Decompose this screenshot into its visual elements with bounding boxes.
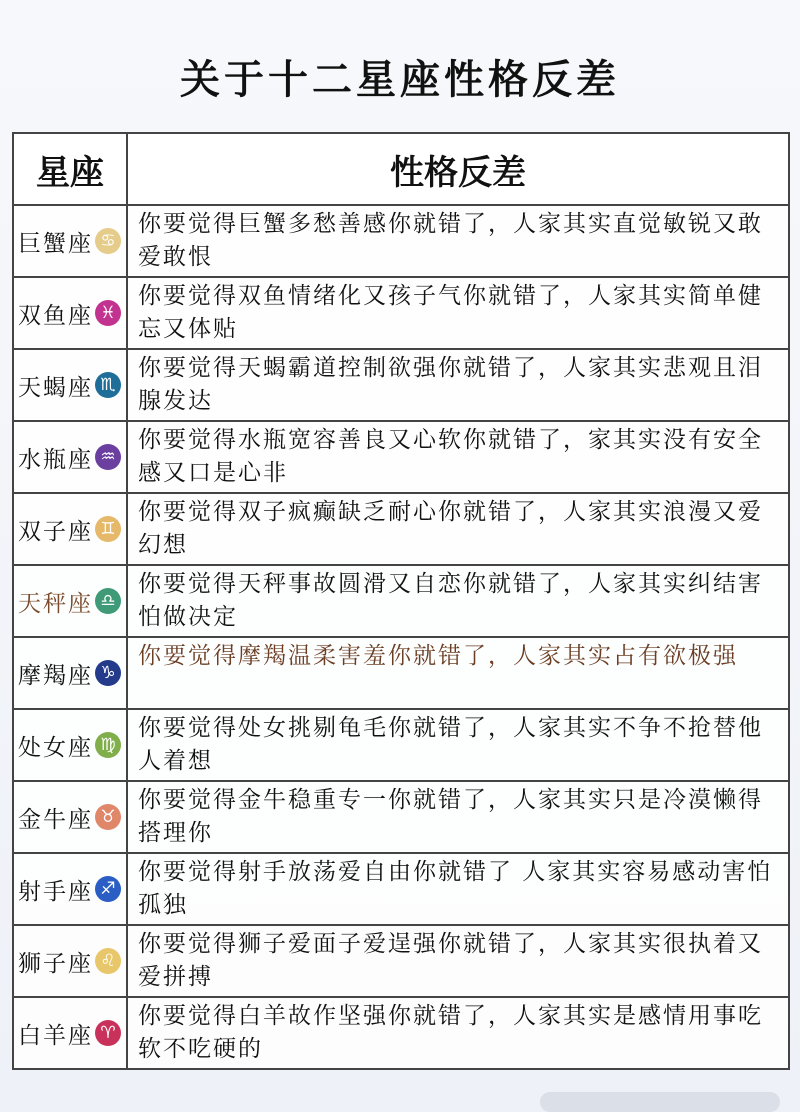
zodiac-table: [12, 132, 790, 1070]
sign-cell: [13, 997, 127, 1069]
trait-text: 你要觉得巨蟹多愁善感你就错了，人家其实直觉敏锐又敢爱敢恨: [138, 211, 763, 270]
sign-cell: [13, 277, 127, 349]
sign-name: 白羊座: [18, 1022, 93, 1049]
trait-text: 你要觉得摩羯温柔害羞你就错了，人家其实占有欲极强: [138, 643, 738, 669]
table-row: [13, 709, 789, 781]
leo-icon: ♌: [95, 948, 121, 974]
aquarius-icon: ♒: [95, 444, 121, 470]
sign-name: 金牛座: [18, 806, 93, 833]
sign-name: 天蝎座: [18, 374, 93, 401]
page-title: 关于十二星座性格反差: [180, 56, 620, 103]
sagittarius-icon: ♐: [95, 876, 121, 902]
table-row: [13, 781, 789, 853]
trait-text: 你要觉得狮子爱面子爱逞强你就错了，人家其实很执着又爱拼搏: [138, 931, 763, 990]
trait-text: 你要觉得处女挑剔龟毛你就错了，人家其实不争不抢替他人着想: [138, 715, 763, 774]
sign-cell: [13, 709, 127, 781]
sign-cell: [13, 421, 127, 493]
trait-cell: [127, 853, 789, 925]
trait-cell: [127, 709, 789, 781]
sign-cell: [13, 925, 127, 997]
trait-text: 你要觉得双子疯癫缺乏耐心你就错了，人家其实浪漫又爱幻想: [138, 499, 763, 558]
sign-name: 射手座: [18, 878, 93, 905]
trait-cell: [127, 925, 789, 997]
table-row: [13, 565, 789, 637]
capricorn-icon: ♑: [95, 660, 121, 686]
table-row: [13, 637, 789, 709]
table-row: [13, 997, 789, 1069]
sign-cell: [13, 349, 127, 421]
sign-cell: [13, 781, 127, 853]
trait-cell: [127, 565, 789, 637]
cancer-icon: ♋: [95, 228, 121, 254]
trait-text: 你要觉得白羊故作坚强你就错了，人家其实是感情用事吃软不吃硬的: [138, 1003, 763, 1062]
table-row: [13, 493, 789, 565]
header-sign: 星座: [13, 133, 127, 205]
trait-text: 你要觉得射手放荡爱自由你就错了 人家其实容易感动害怕孤独: [138, 859, 773, 918]
sign-cell: [13, 565, 127, 637]
sign-name: 摩羯座: [18, 662, 93, 689]
scorpio-icon: ♏: [95, 372, 121, 398]
table-row: [13, 853, 789, 925]
aries-icon: ♈: [95, 1020, 121, 1046]
libra-icon: ♎: [95, 588, 121, 614]
table-row: [13, 349, 789, 421]
sign-cell: [13, 853, 127, 925]
sign-cell: [13, 637, 127, 709]
sign-cell: [13, 493, 127, 565]
sign-name: 狮子座: [18, 950, 93, 977]
trait-text: 你要觉得天秤事故圆滑又自恋你就错了，人家其实纠结害怕做决定: [138, 571, 763, 630]
watermark-bar: [540, 1092, 780, 1112]
trait-text: 你要觉得水瓶宽容善良又心软你就错了，家其实没有安全感又口是心非: [138, 427, 763, 486]
trait-cell: [127, 637, 789, 709]
sign-name: 巨蟹座: [18, 230, 93, 257]
trait-cell: [127, 349, 789, 421]
virgo-icon: ♍: [95, 732, 121, 758]
table-row: [13, 925, 789, 997]
sign-name: 天秤座: [18, 590, 93, 617]
sign-name: 双子座: [18, 518, 93, 545]
trait-cell: [127, 421, 789, 493]
trait-text: 你要觉得金牛稳重专一你就错了，人家其实只是冷漠懒得搭理你: [138, 787, 763, 846]
header-trait: 性格反差: [127, 133, 789, 205]
table-row: [13, 205, 789, 277]
sign-cell: [13, 205, 127, 277]
table-header-row: [13, 133, 789, 205]
sign-name: 双鱼座: [18, 302, 93, 329]
trait-cell: [127, 205, 789, 277]
table-row: [13, 421, 789, 493]
trait-cell: [127, 493, 789, 565]
trait-cell: [127, 997, 789, 1069]
trait-text: 你要觉得双鱼情绪化又孩子气你就错了，人家其实简单健忘又体贴: [138, 283, 763, 342]
taurus-icon: ♉: [95, 804, 121, 830]
trait-text: 你要觉得天蝎霸道控制欲强你就错了，人家其实悲观且泪腺发达: [138, 355, 763, 414]
sign-name: 水瓶座: [18, 446, 93, 473]
table-row: [13, 277, 789, 349]
pisces-icon: ♓: [95, 300, 121, 326]
sign-name: 处女座: [18, 734, 93, 761]
trait-cell: [127, 781, 789, 853]
trait-cell: [127, 277, 789, 349]
gemini-icon: ♊: [95, 516, 121, 542]
